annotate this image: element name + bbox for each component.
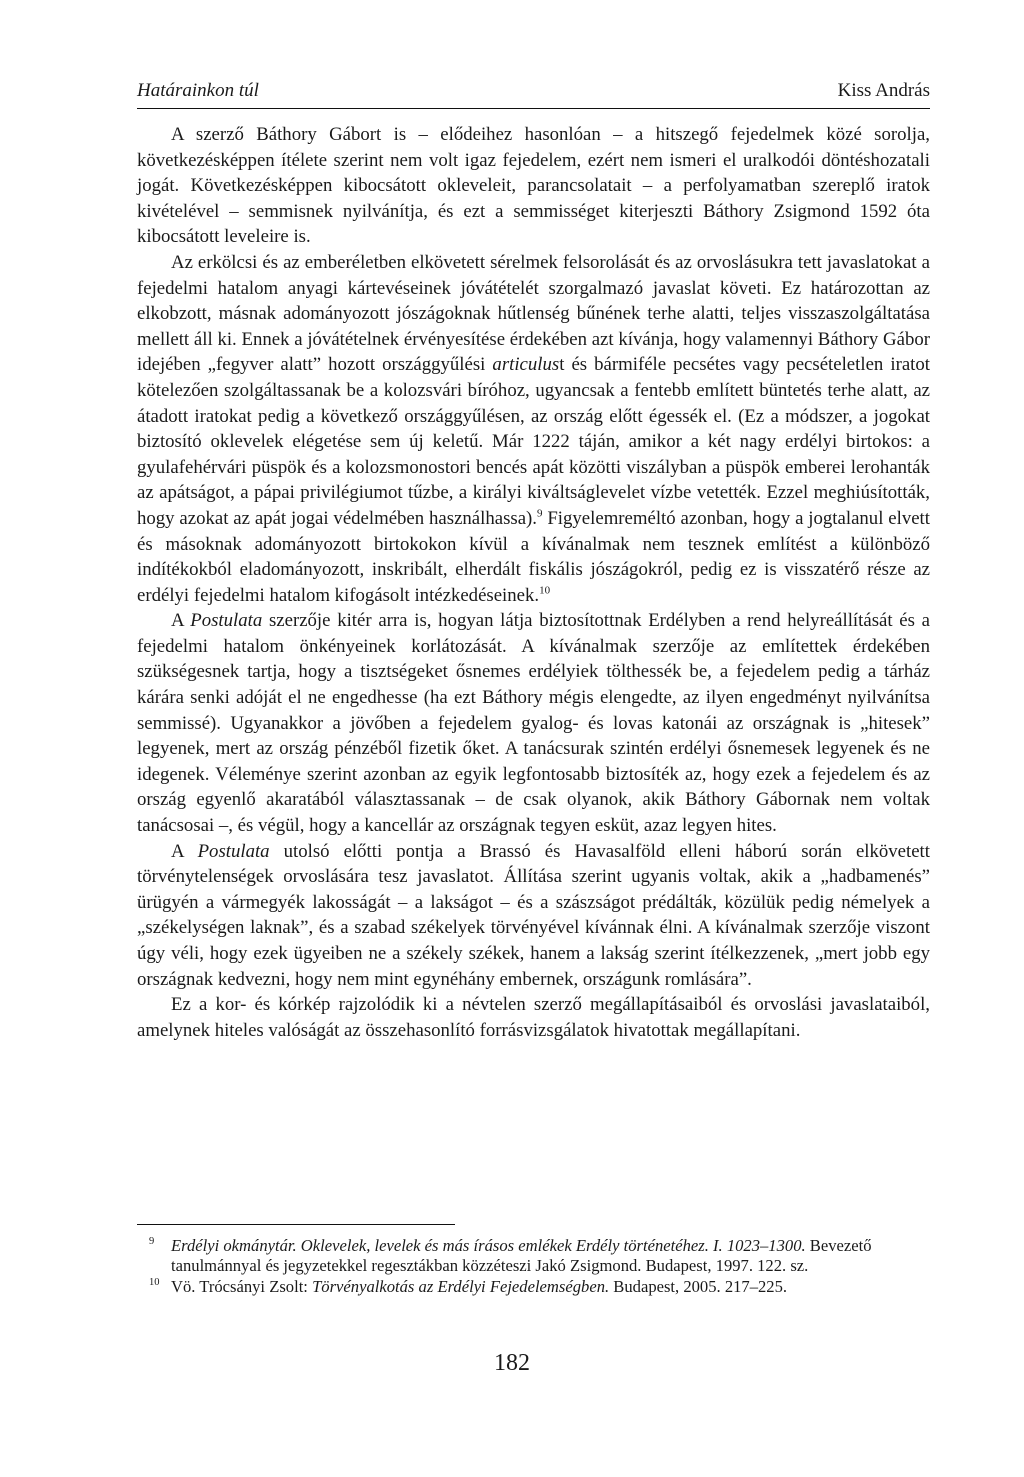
paragraph-2-italic: articulus bbox=[492, 354, 560, 376]
body-text bbox=[137, 122, 930, 1043]
page-number: 182 bbox=[494, 1350, 530, 1376]
running-header-title: Határainkon túl bbox=[137, 80, 259, 101]
footnote-text-pre: Vö. Trócsányi Zsolt: bbox=[171, 1277, 313, 1296]
footnote-10 bbox=[137, 1277, 930, 1297]
paragraph-2-text-a: Az erkölcsi és az emberéletben elkövetett sérelmek felsorolását és az orvoslásukra tett javaslatokat a fejedelmi hatalom anyagi kártevéseinek jóvátételét szorgalmazó javaslat követi. Ez határozottan az elkobzott, másnak adományozott jószágoknak hűtlenség bűnének terhe alatti, teljes visszaszolgáltatása mellett áll ki. Ennek a jóvátételnek érvényesítése érdekében azt kívánja, hogy valamennyi Báthory Gábor idejében „fegyver alatt” hozott országgyűlési bbox=[137, 251, 930, 376]
paragraph-3-text-b: szerzője kitér arra is, hogyan látja biztosítottnak Erdélyben a rend helyreállítását és a fejedelmi hatalom önkényeinek korlátozását. A kívánalmak szerzője az említettek érdekében szükségesnek tartja, hogy a tisztségeket ősnemes erdélyiek tölthessék be, a fejedelem pedig a tárház kárára senki adóját el ne engedhesse (ha ezt Báthory mégis elengedte, az ilyen engedményt nyilvánítsa semmissé). Ugyanakkor a jövőben a fejedelem gyalog- és lovas katonái az országnak is „hitesek” legyenek, mert az ország pénzéből fizetik őket. A tanácsurak szintén erdélyi ősnemesek legyenek és ne idegenek. Véleménye szerint azonban az egyik legfontosabb biztosíték az, hogy ezek a fejedelem és az ország egyenlő akaratából választassanak – de csak olyanok, akik Báthory Gábornak nem voltak tanácsosai –, és végül, hogy a kancellár az országnak tegyen esküt, azaz legyen hites. bbox=[137, 610, 930, 837]
footnote-number: 9 bbox=[149, 1236, 155, 1247]
paragraph-3 bbox=[137, 608, 930, 838]
paragraph-3-italic: Postulata bbox=[190, 610, 263, 632]
footnote-divider bbox=[137, 1224, 455, 1225]
paragraph-4-text-b: utolsó előtti pontja a Brassó és Havasalföld elleni háború során elkövetett törvénytelenségek orvoslására tesz javaslatot. Állítása szerint ugyanis voltak, akik a „hadbamenés” ürügyén a vármegyék lakosságát – a lakságot – és a szászságot prédálták, közülük pedig némelyek a „székelységen laknak”, és a szabad székelyek törvényével kívánnak élni. A kívánalmak szerzője viszont úgy véli, hogy ezek ügyeiben ne a székely székek, hanem a lakság szerint ítélkezzenek, „mert jobb egy országnak kedvezni, hogy nem mint egynéhány embernek, országunk romlására”. bbox=[137, 840, 930, 990]
footnote-text: Bevezető tanulmánnyal és jegyzetekkel regesztákban közzéteszi Jakó Zsigmond. Budapest, 1997. 122. sz. bbox=[171, 1236, 872, 1275]
running-header bbox=[137, 80, 930, 109]
footnote-italic: Törvényalkotás az Erdélyi Fejedelemségben. bbox=[312, 1277, 610, 1296]
footnote-ref-9[interactable]: 9 bbox=[536, 507, 543, 520]
running-header-author: Kiss András bbox=[837, 80, 930, 101]
paragraph-4 bbox=[137, 839, 930, 993]
footnotes bbox=[137, 1236, 930, 1298]
paragraph-5-text: Ez a kor- és kórkép rajzolódik ki a névtelen szerző megállapításaiból és orvoslási javaslataiból, amelynek hiteles valóságát az összehasonlító forrásvizsgálatok hivatottak megállapítani. bbox=[137, 994, 930, 1041]
paragraph-4-text-a: A bbox=[171, 840, 198, 862]
paragraph-3-text-a: A bbox=[171, 610, 191, 632]
paragraph-5 bbox=[137, 992, 930, 1043]
paragraph-2-text-c: Figyelemreméltó azonban, hogy a jogtalanul elvett és másoknak adományozott birtokokon kívül a kívánalmak nem tesznek említést a különböző indítékokból eladományozott, inskribált, elherdált fiskális jószágokról, pedig ez is visszatérő része az erdélyi fejedelmi hatalom kifogásolt intézkedéseinek. bbox=[137, 507, 930, 606]
paragraph-2-text-b: t és bármiféle pecsétes vagy pecsételetlen iratot kötelezően szolgáltassanak be a kolozsvári bíróhoz, ugyancsak a fentebb említett büntetés terhe alatt, az átadott iratokat pedig a következő országgyűlésen, az ország előtt égessék el. (Ez a módszer, a jogokat biztosító oklevelek elégetése sem új keletű. Már 1222 táján, amikor a két nagy erdélyi birtokos: a gyulafehérvári püspök és a kolozsmonostori bencés apát közötti viszályban a püspök emberei lerohanták az apátságot, a pápai privilégiumot tűzbe, a királyi kiváltságlevelet vízbe vetették. Ezzel meghiúsították, hogy azokat az apát jogai védelmében használhassa). bbox=[137, 354, 930, 529]
footnote-number: 10 bbox=[149, 1277, 160, 1288]
footnote-ref-10[interactable]: 10 bbox=[539, 584, 551, 597]
paragraph-1 bbox=[137, 122, 930, 250]
footnote-9 bbox=[137, 1236, 930, 1276]
paragraph-1-text: A szerző Báthory Gábort is – elődeihez hasonlóan – a hitszegő fejedelmek közé sorolja, következésképpen ítélete szerint nem volt igaz fejedelem, ezért nem ismeri el uralkodói döntéshozatali jogát. Következésképpen kibocsátott okleveleit, parancsolatait – a perfolyamatban szereplő iratok kivételével – semmisnek nyilvánítja, és ezt a semmisséget kiterjeszti Báthory Zsigmond 1592 óta kibocsátott leveleire is. bbox=[137, 124, 930, 248]
paragraph-2 bbox=[137, 250, 930, 608]
footnote-text: Budapest, 2005. 217–225. bbox=[609, 1277, 788, 1296]
footnote-italic: Erdélyi okmánytár. Oklevelek, levelek és más írásos emlékek Erdély történetéhez. I. 1023–1300. bbox=[171, 1236, 806, 1255]
paragraph-4-italic: Postulata bbox=[197, 840, 270, 862]
